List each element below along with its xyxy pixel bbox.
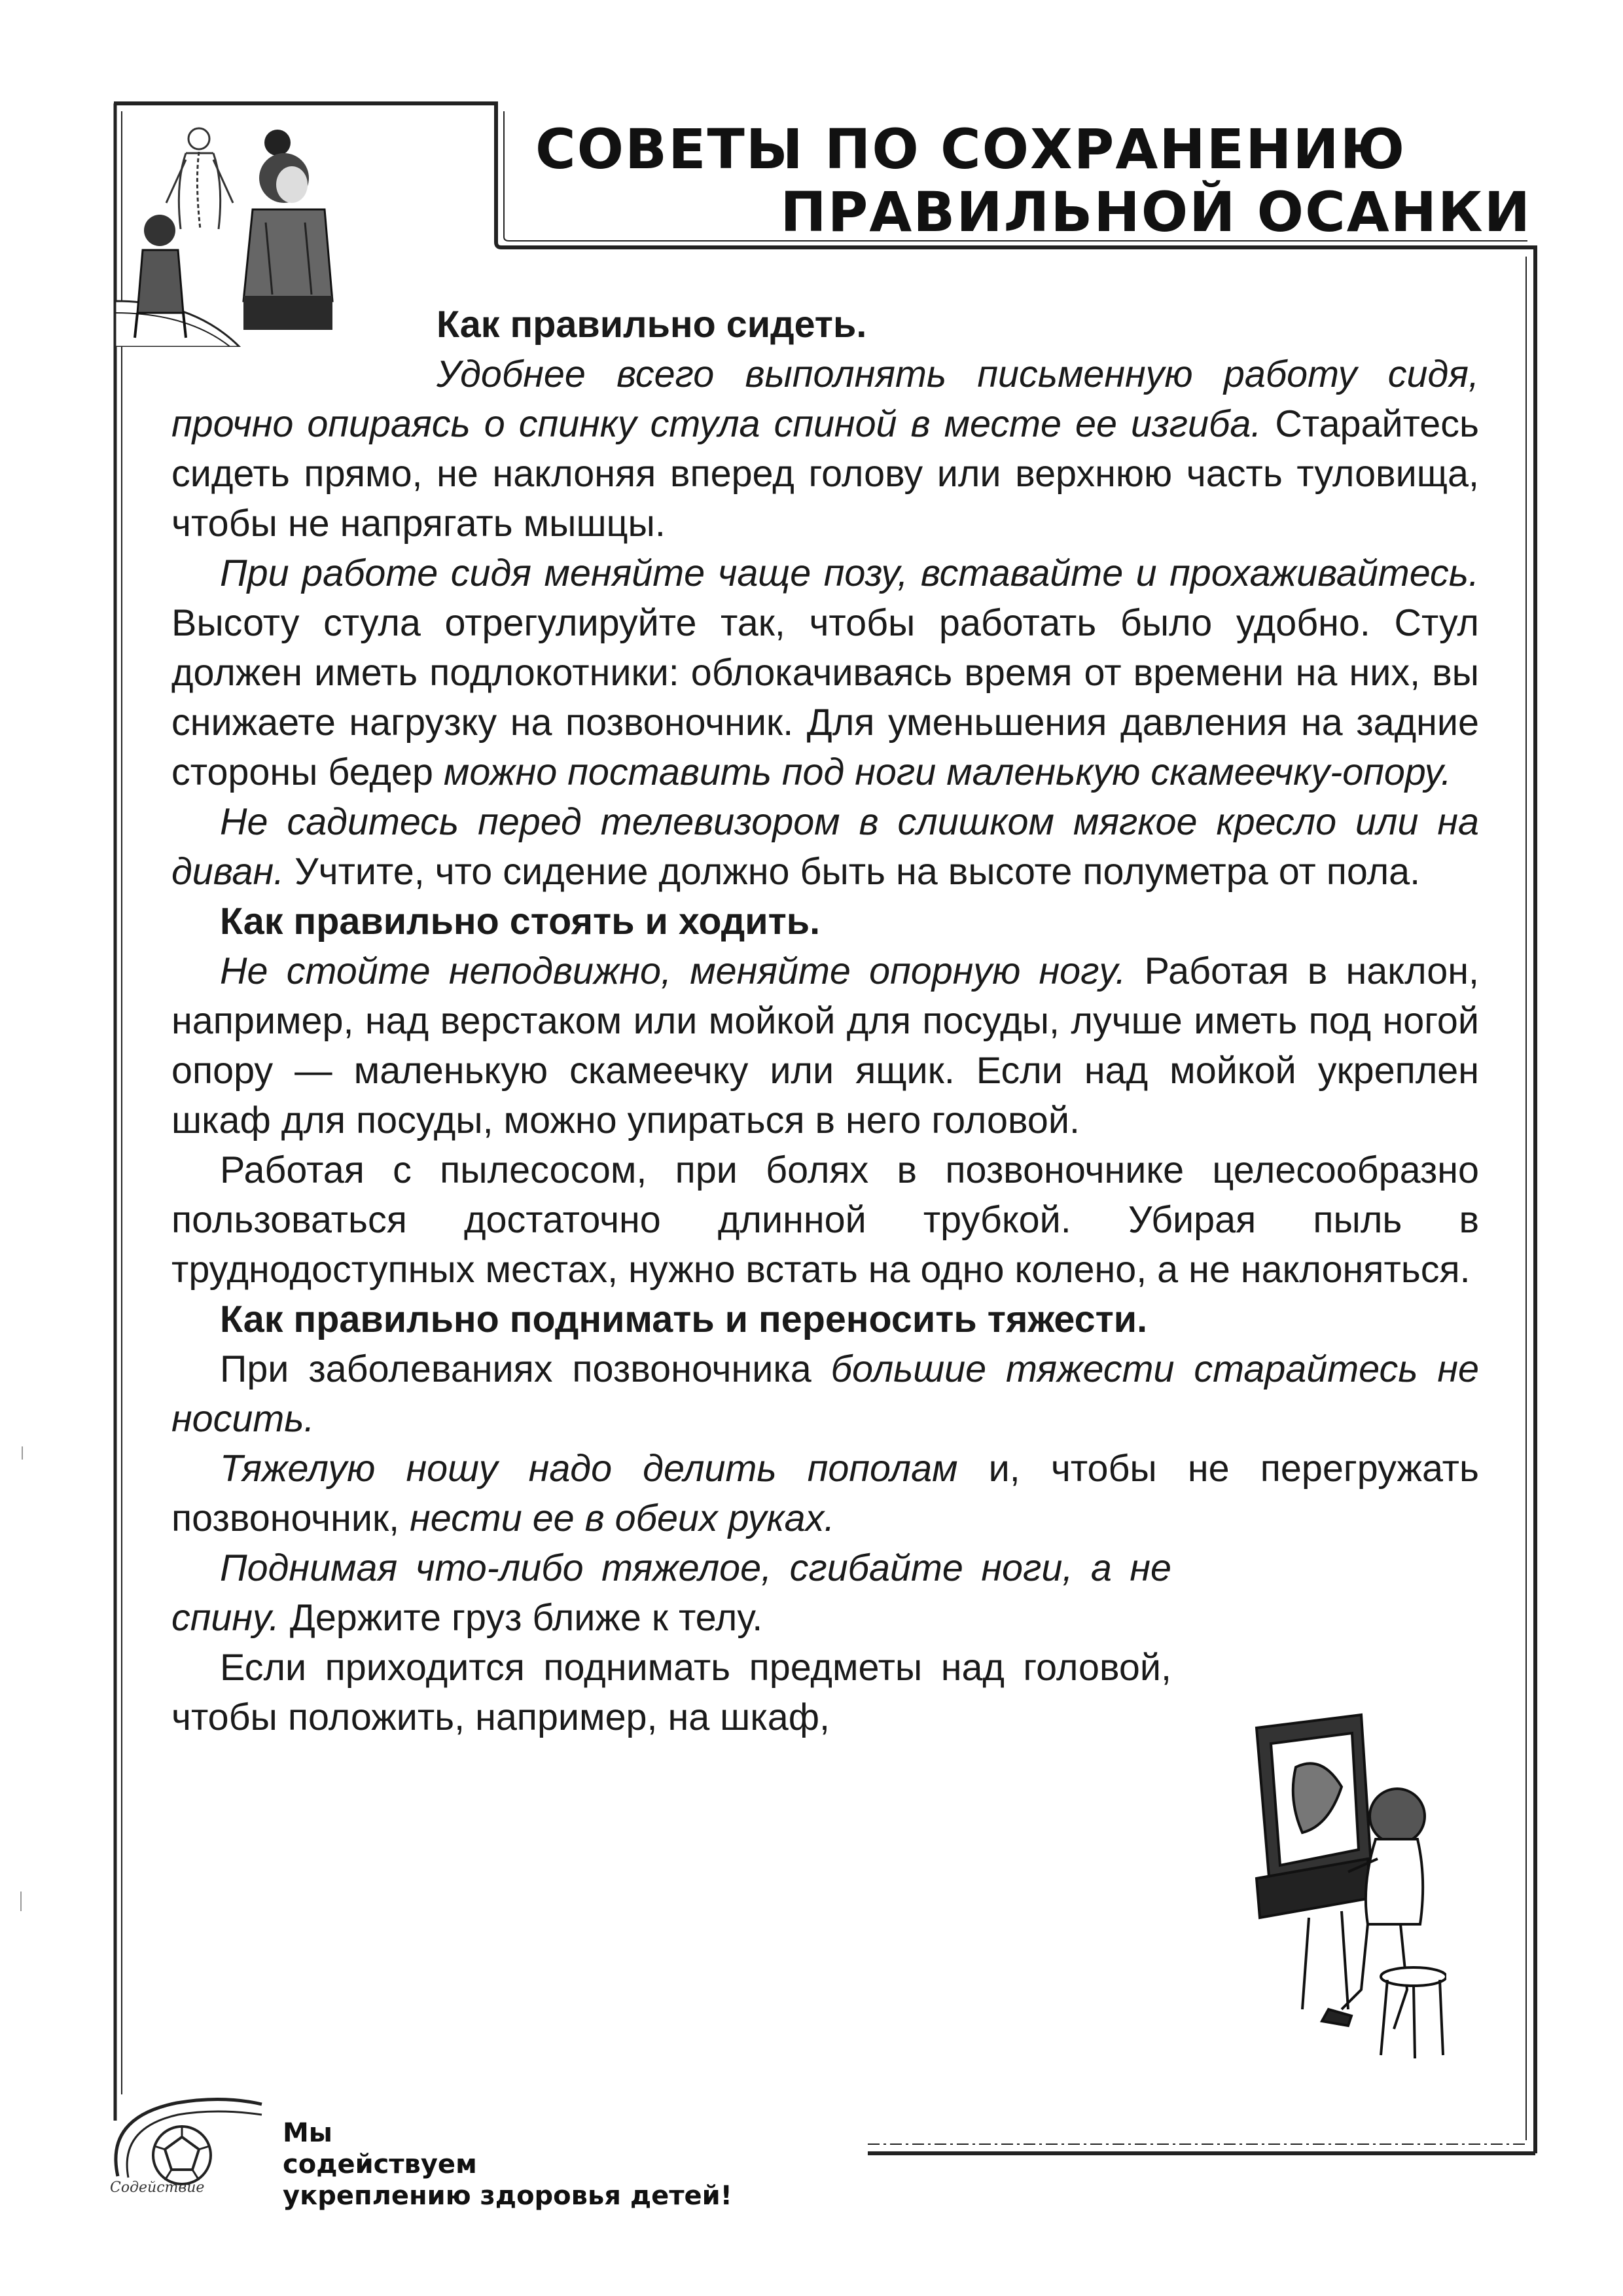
paragraph (171, 350, 1479, 548)
text-run: При работе сидя меняйте чаще позу, вставайте и прохаживайтесь. (220, 552, 1479, 594)
text-run: При заболеваниях позвоночника (220, 1348, 831, 1390)
paragraph (171, 1543, 1171, 1643)
article-body (171, 300, 1479, 1742)
text-run: Если приходится поднимать предметы над головой, чтобы положить, например, на шкаф, (171, 1647, 1171, 1738)
text-run: Поднимая что-либо тяжелое, сгибайте ноги, а не спину. (171, 1547, 1171, 1639)
page-title-line-1: СОВЕТЫ ПО СОХРАНЕНИЮ (535, 117, 1406, 181)
girl-at-easel-illustration (1230, 1702, 1446, 2068)
paragraph (171, 1145, 1479, 1295)
text-run: Высоту стула отрегулируйте так, чтобы работать было удобно. Стул должен иметь подлокотники: облокачиваясь время от времени на них, вы снижаете нагрузку на позвоночник. Для уменьшения давления на задние стороны бедер (171, 602, 1479, 793)
text-run: Старайтесь сидеть прямо, не наклоняя вперед голову или верхнюю часть туловища, чтобы не напрягать мышцы. (171, 403, 1479, 545)
paragraph (171, 946, 1479, 1145)
text-run: и, чтобы не перегружать позвоночник, (171, 1448, 1479, 1539)
pentagon-ball-logo (105, 2091, 275, 2189)
text-run: Не садитесь перед телевизором в слишком мягкое кресло или на диван. (171, 801, 1479, 893)
paragraph (171, 1643, 1171, 1742)
text-run: нести ее в обеих руках. (410, 1498, 835, 1539)
paragraph (171, 1444, 1479, 1543)
text-run: можно поставить под ноги маленькую скамеечку-опору. (443, 751, 1452, 793)
text-run: большие тяжести старайтесь не носить. (171, 1348, 1479, 1440)
text-run: Держите груз ближе к телу. (279, 1597, 763, 1639)
footer-slogan-line-3: укреплению здоровья детей! (283, 2181, 732, 2211)
page-title-line-2: ПРАВИЛЬНОЙ ОСАНКИ (780, 180, 1531, 244)
page-title (524, 118, 1531, 242)
section-heading: Как правильно поднимать и переносить тяжести. (220, 1299, 1148, 1340)
footer-slogan (283, 2117, 732, 2212)
text-run: Удобнее всего выполнять письменную работу сидя, прочно опираясь о спинку стула спиной в месте ее изгиба. (171, 353, 1479, 445)
text-run: Учтите, что сидение должно быть на высоте полуметра от пола. (284, 851, 1421, 893)
section-heading: Как правильно сидеть. (437, 304, 867, 346)
text-run: Тяжелую ношу надо делить пополам (220, 1448, 958, 1490)
text-run: Работая в наклон, например, над верстаком или мойкой для посуды, лучше иметь под ногой опору — маленькую скамеечку или ящик. Если над мойкой укреплен шкаф для посуды, можно упираться в него головой. (171, 950, 1479, 1141)
paragraph (171, 797, 1479, 897)
text-run: Не стойте неподвижно, меняйте опорную ногу. (220, 950, 1126, 992)
paragraph (171, 548, 1479, 797)
section-heading: Как правильно стоять и ходить. (220, 901, 821, 942)
paragraph (171, 1344, 1479, 1444)
text-run: Работая с пылесосом, при болях в позвоночнике целесообразно пользоваться достаточно длинной трубкой. Убирая пыль в труднодоступных местах, нужно встать на одно колено, а не наклоняться. (171, 1149, 1479, 1291)
footer-slogan-line-2: содействуем (283, 2149, 477, 2179)
footer-slogan-line-1: Мы (283, 2118, 332, 2148)
logo-text: Содействие (110, 2179, 205, 2196)
